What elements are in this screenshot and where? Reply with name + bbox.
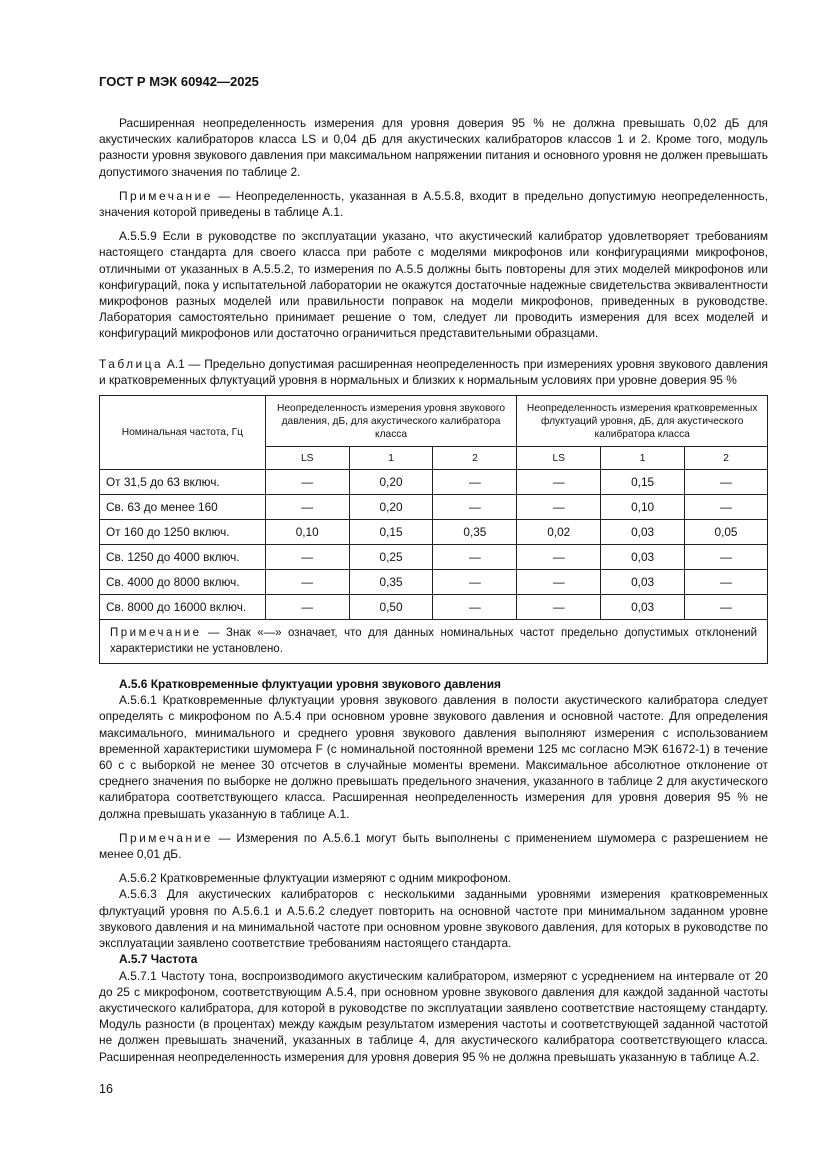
- table-caption: [99, 356, 768, 388]
- caption-text: А.1 — Предельно допустимая расширенная неопределенность при измерениях уровня звукового давления и кратковременных флуктуаций уровня в нормальных и близких к нормальным условиях при уровне доверия 95 %: [99, 356, 768, 387]
- table-cell: —: [265, 595, 349, 620]
- table-cell: 0,03: [601, 595, 685, 620]
- class-header: 2: [685, 447, 768, 470]
- table-cell: —: [265, 470, 349, 495]
- table-cell: —: [685, 570, 768, 595]
- table-note-row: [100, 620, 768, 664]
- frequency-cell: От 160 до 1250 включ.: [100, 520, 266, 545]
- table-cell: 0,15: [601, 470, 685, 495]
- table-cell: 0,25: [349, 545, 433, 570]
- paragraph: Расширенная неопределенность измерения для уровня доверия 95 % не должна превышать 0,02 дБ для акустических калибраторов класса LS и 0,04 дБ для акустических калибраторов классов 1 и 2. Кроме того, модуль разности уровня звукового давления при максимальном напряжении питания и основного уровня не должен превышать допустимого значения по таблице 2.: [99, 116, 768, 179]
- paragraph-a561: А.5.6.1 Кратковременные флуктуации уровня звукового давления в полости акустического калибратора следует определять с микрофоном по А.5.4 при основном уровне звукового давления и основной частоте. Для определения максимального, минимального и среднего уровня звукового давления выполняют измерения с использованием временной характеристики шумомера F (с номинальной постоянной времени 125 мс согласно МЭК 61672-1) в течение 60 с с выборкой не менее 30 отсчетов в случайные моменты времени. Максимальное абсолютное отклонение от среднего значения по выборке не должно превышать предельного значения, указанного в таблице 2 для акустического калибратора соответствующего класса. Расширенная неопределенность измерения для уровня доверия 95 % не должна превышать указанную в таблице А.1.: [99, 693, 768, 821]
- column-group-level: Неопределенность измерения уровня звукового давления, дБ, для акустического калибратора класса: [265, 396, 517, 447]
- table-cell: —: [433, 495, 517, 520]
- note: [99, 830, 768, 862]
- frequency-cell: Св. 4000 до 8000 включ.: [100, 570, 266, 595]
- table-cell: —: [517, 470, 601, 495]
- class-header: LS: [265, 447, 349, 470]
- table-cell: —: [517, 570, 601, 595]
- class-header: 1: [601, 447, 685, 470]
- table-cell: 0,20: [349, 470, 433, 495]
- caption-label: Таблица: [99, 356, 164, 371]
- frequency-cell: Св. 8000 до 16000 включ.: [100, 595, 266, 620]
- frequency-cell: От 31,5 до 63 включ.: [100, 470, 266, 495]
- note: [99, 188, 768, 220]
- section-heading-a57: А.5.7 Частота: [119, 952, 198, 967]
- section-heading-a56: А.5.6 Кратковременные флуктуации уровня звукового давления: [119, 677, 501, 692]
- table-cell: —: [685, 595, 768, 620]
- table-cell: —: [685, 495, 768, 520]
- table-cell: 0,35: [349, 570, 433, 595]
- note-text: — Неопределенность, указанная в А.5.5.8, входит в предельно допустимую неопределенность, значения которой приведены в таблице А.1.: [99, 188, 768, 220]
- note-label: Примечание: [119, 188, 213, 203]
- table-cell: —: [265, 495, 349, 520]
- table-cell: —: [433, 595, 517, 620]
- table-row: [100, 470, 768, 495]
- table-cell: —: [433, 470, 517, 495]
- table-cell: 0,02: [517, 520, 601, 545]
- table-row: [100, 545, 768, 570]
- table-row: [100, 495, 768, 520]
- table-cell: —: [685, 545, 768, 570]
- class-header: 1: [349, 447, 433, 470]
- document-header: ГОСТ Р МЭК 60942—2025: [99, 74, 259, 89]
- column-group-fluctuation: Неопределенность измерения кратковременных флуктуаций уровня, дБ, для акустического калибратора класса: [517, 396, 768, 447]
- paragraph-a559: А.5.5.9 Если в руководстве по эксплуатации указано, что акустический калибратор удовлетворяет требованиям настоящего стандарта для своего класса при работе с моделями микрофонов или конфигурациями микрофонов, отличными от указанных в А.5.5.2, то измерения по А.5.5 должны быть повторены для этих моделей микрофонов или конфигураций, пока у испытательной лаборатории не окажутся достаточные надежные свидетельства эквивалентности микрофонов разных моделей или правильности поправок на модели микрофонов, приведенных в руководстве. Лаборатория самостоятельно принимает решение о том, следует ли проводить измерения для всех моделей и конфигураций микрофонов или достаточно ограничиться представительными образцами.: [99, 229, 768, 341]
- table-cell: —: [265, 570, 349, 595]
- table-note: [100, 620, 768, 664]
- uncertainty-table: [99, 395, 768, 664]
- paragraph-a571: А.5.7.1 Частоту тона, воспроизводимого акустическим калибратором, измеряют с усреднением на интервале от 20 до 25 с микрофоном, соответствующим А.5.4, при основном уровне звукового давления для каждой заданной частоты акустического калибратора, для которой в руководстве по эксплуатации заявлено соответствие настоящему стандарту. Модуль разности (в процентах) между каждым результатом измерения частоты и соответствующей заданной частотой не должен превышать значений, указанных в таблице 4, для акустического калибратора соответствующего класса. Расширенная неопределенность измерения для уровня доверия 95 % не должна превышать указанную в таблице А.2.: [99, 968, 768, 1064]
- table-cell: —: [265, 545, 349, 570]
- frequency-cell: Св. 63 до менее 160: [100, 495, 266, 520]
- table-cell: 0,05: [685, 520, 768, 545]
- table-cell: 0,03: [601, 520, 685, 545]
- column-header-frequency: Номинальная частота, Гц: [100, 396, 266, 470]
- table-cell: 0,10: [601, 495, 685, 520]
- document-page: [99, 74, 768, 1065]
- table-cell: —: [517, 545, 601, 570]
- table-cell: —: [433, 545, 517, 570]
- page-number: 16: [99, 1082, 113, 1096]
- table-cell: 0,50: [349, 595, 433, 620]
- class-header: LS: [517, 447, 601, 470]
- table-cell: —: [517, 495, 601, 520]
- table-cell: 0,20: [349, 495, 433, 520]
- note-text: — Измерения по А.5.6.1 могут быть выполнены с применением шумомера с разрешением не менее 0,01 дБ.: [99, 830, 768, 862]
- paragraph-a562: А.5.6.2 Кратковременные флуктуации измеряют с одним микрофоном.: [119, 871, 512, 886]
- table-cell: 0,10: [265, 520, 349, 545]
- table-note-label: Примечание: [110, 627, 202, 640]
- table-note-text: — Знак «—» означает, что для данных номинальных частот предельно допустимых отклонений характеристики не установлено.: [110, 627, 757, 656]
- table-cell: 0,15: [349, 520, 433, 545]
- table-row: [100, 595, 768, 620]
- table-row: [100, 570, 768, 595]
- table-cell: 0,03: [601, 570, 685, 595]
- table-cell: 0,03: [601, 545, 685, 570]
- table-cell: 0,35: [433, 520, 517, 545]
- table-row: [100, 520, 768, 545]
- table-cell: —: [517, 595, 601, 620]
- note-label: Примечание: [119, 830, 213, 845]
- table-cell: —: [433, 570, 517, 595]
- class-header: 2: [433, 447, 517, 470]
- table-cell: —: [685, 470, 768, 495]
- frequency-cell: Св. 1250 до 4000 включ.: [100, 545, 266, 570]
- paragraph-a563: А.5.6.3 Для акустических калибраторов с несколькими заданными уровнями измерения кратковременных флуктуаций уровня по А.5.6.1 и А.5.6.2 следует повторить на основной частоте при минимальном заданном уровне звукового давления и на минимальной частоте при основном уровне звукового давления, для которых в руководстве по эксплуатации заявлено соответствие требованиям настоящего стандарта.: [99, 887, 768, 951]
